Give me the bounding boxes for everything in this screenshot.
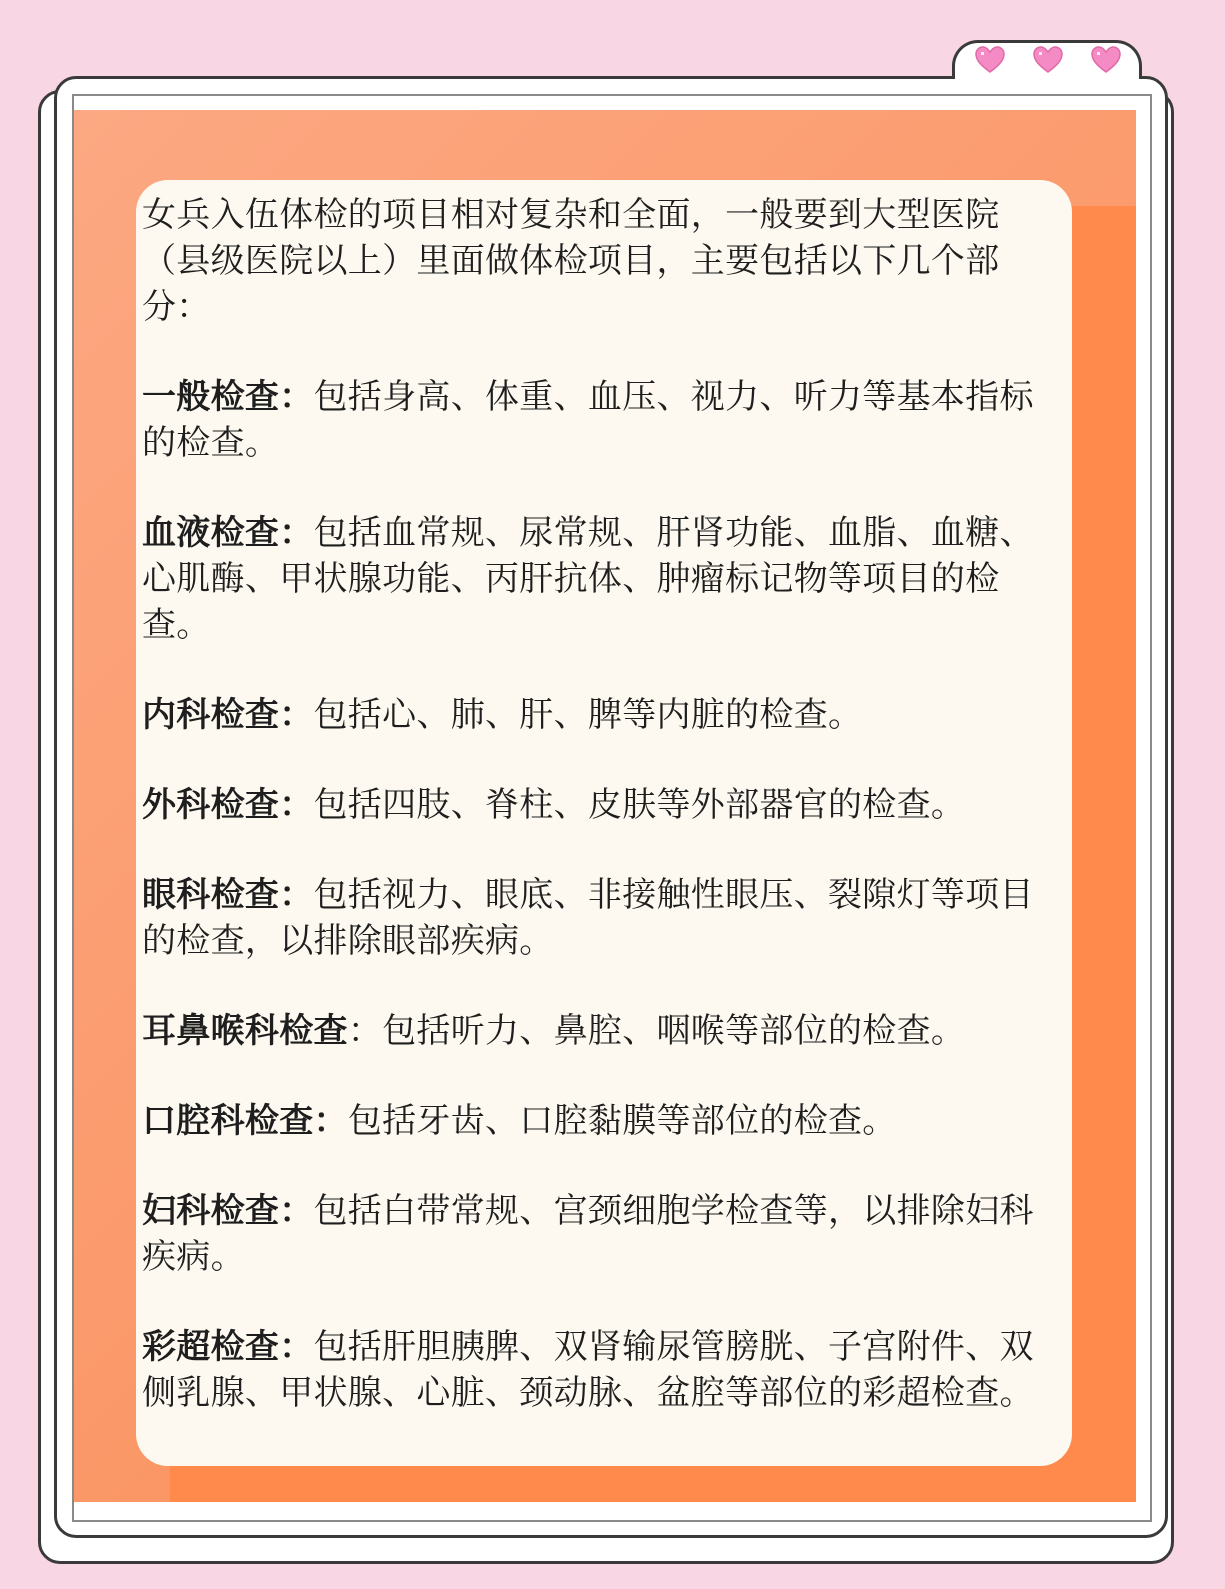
section-title: 眼科检查： <box>142 875 314 915</box>
section-general <box>142 374 1068 466</box>
section-title: 耳鼻喉科检查 <box>142 1011 348 1051</box>
section-title: 彩超检查： <box>142 1327 314 1367</box>
section-body: 包括肝胆胰脾、双肾输尿管膀胱、子宫附件、双侧乳腺、甲状腺、心脏、颈动脉、盆腔等部位的彩超检查。 <box>142 1327 1034 1413</box>
section-blood <box>142 510 1068 648</box>
section-title: 血液检查： <box>142 513 314 553</box>
section-title: 内科检查： <box>142 695 314 735</box>
section-body: 包括视力、眼底、非接触性眼压、裂隙灯等项目的检查，以排除眼部疾病。 <box>142 875 1034 961</box>
section-eye <box>142 872 1068 964</box>
section-title: 妇科检查： <box>142 1191 314 1231</box>
section-body: 包括牙齿、口腔黏膜等部位的检查。 <box>347 1101 897 1141</box>
section-title: 一般检查： <box>142 377 314 417</box>
section-surgery <box>142 782 1068 828</box>
section-body: ：包括听力、鼻腔、咽喉等部位的检查。 <box>347 1011 966 1051</box>
intro-paragraph: 女兵入伍体检的项目相对复杂和全面，一般要到大型医院（县级医院以上）里面做体检项目，主要包括以下几个部分： <box>142 195 1000 327</box>
section-title: 口腔科检查： <box>142 1101 348 1141</box>
section-body: 包括身高、体重、血压、视力、听力等基本指标的检查。 <box>142 377 1034 463</box>
section-body: 包括血常规、尿常规、肝肾功能、血脂、血糖、心肌酶、甲状腺功能、丙肝抗体、肿瘤标记物等项目的检查。 <box>142 513 1034 645</box>
section-dental <box>142 1098 1068 1144</box>
section-ultrasound <box>142 1324 1068 1416</box>
section-ent <box>142 1008 1068 1054</box>
section-body: 包括四肢、脊柱、皮肤等外部器官的检查。 <box>313 785 966 825</box>
heart-icon <box>1033 46 1063 74</box>
tab-joint <box>955 74 1139 84</box>
section-body: 包括白带常规、宫颈细胞学检查等，以排除妇科疾病。 <box>142 1191 1034 1277</box>
section-title: 外科检查： <box>142 785 314 825</box>
heart-icon <box>1091 46 1121 74</box>
heart-icon <box>975 46 1005 74</box>
content-card <box>136 180 1072 1466</box>
section-internal <box>142 692 1068 738</box>
section-body: 包括心、肺、肝、脾等内脏的检查。 <box>313 695 863 735</box>
section-gynecology <box>142 1188 1068 1280</box>
